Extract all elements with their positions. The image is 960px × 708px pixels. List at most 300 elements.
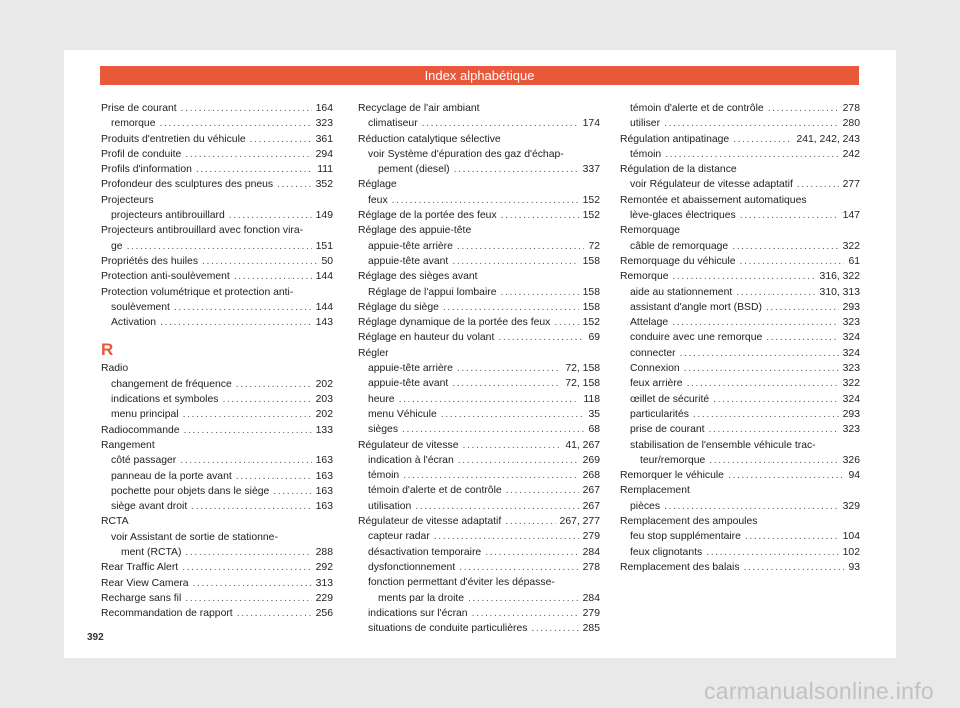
dot-leader	[733, 132, 792, 147]
index-subentry	[358, 239, 600, 254]
index-entry	[101, 101, 333, 116]
page-title: Index alphabétique	[100, 66, 859, 85]
entry-page-number: 102	[842, 546, 860, 558]
entry-page-number: 61	[848, 255, 860, 267]
entry-page-number: 310, 313	[819, 286, 860, 298]
dot-leader	[181, 101, 312, 116]
index-subentry	[620, 147, 860, 162]
index-subentry	[620, 499, 860, 514]
entry-page-number: 280	[842, 118, 860, 130]
entry-text-line: stabilisation de l'ensemble véhicule trac-	[630, 439, 816, 451]
entry-text: heure	[368, 393, 395, 405]
index-entry	[620, 254, 860, 269]
entry-page-number: 163	[315, 485, 333, 497]
index-entry	[358, 132, 600, 147]
index-entry	[101, 606, 333, 621]
entry-text: côté passager	[111, 455, 177, 467]
entry-page-number: 158	[582, 301, 600, 313]
entry-text: feux	[368, 194, 388, 206]
dot-leader	[229, 208, 312, 223]
entry-text: Réduction catalytique sélective	[358, 133, 501, 145]
entry-text: sièges	[368, 424, 399, 436]
index-entry	[101, 254, 333, 269]
entry-text: Rear View Camera	[101, 577, 189, 589]
entry-text: RCTA	[101, 516, 129, 528]
index-entry	[358, 177, 600, 192]
index-entry	[101, 147, 333, 162]
dot-leader	[709, 422, 839, 437]
entry-text: ge	[111, 240, 123, 252]
dot-leader	[501, 285, 579, 300]
index-subentry	[101, 530, 333, 561]
entry-page-number: 149	[315, 210, 333, 222]
entry-page-number: 323	[315, 118, 333, 130]
entry-page-number: 279	[582, 607, 600, 619]
dot-leader	[415, 499, 578, 514]
entry-text: Recyclage de l'air ambiant	[358, 103, 480, 114]
dot-leader	[687, 376, 839, 391]
dot-leader	[236, 469, 312, 484]
entry-page-number: 293	[842, 301, 860, 313]
entry-text: Réglage du siège	[358, 301, 439, 313]
dot-leader	[505, 514, 555, 529]
entry-page-number: 268	[582, 470, 600, 482]
index-entry	[620, 483, 860, 498]
entry-text: Réglage en hauteur du volant	[358, 332, 495, 344]
entry-text-line: voir Assistant de sortie de stationne-	[111, 531, 278, 543]
index-entry	[620, 193, 860, 208]
index-subentry	[620, 529, 860, 544]
entry-text: témoin d'alerte et de contrôle	[368, 485, 502, 497]
entry-page-number: 147	[842, 210, 860, 222]
dot-leader	[672, 315, 839, 330]
dot-leader	[459, 560, 578, 575]
entry-page-number: 202	[315, 409, 333, 421]
entry-text: Réglage des appuie-tête	[358, 225, 472, 237]
entry-text: assistant d'angle mort (BSD)	[630, 301, 762, 313]
dot-leader	[403, 468, 578, 483]
index-subentry	[358, 529, 600, 544]
index-entry	[358, 346, 600, 361]
entry-text: Remplacement	[620, 485, 690, 497]
entry-text: projecteurs antibrouillard	[111, 210, 225, 222]
index-entry	[620, 468, 860, 483]
dot-leader	[554, 315, 578, 330]
index-entry	[620, 269, 860, 284]
entry-text: appuie-tête arrière	[368, 363, 453, 375]
entry-page-number: 152	[582, 317, 600, 329]
dot-leader	[441, 407, 585, 422]
index-column-2	[358, 101, 600, 636]
entry-text: climatiseur	[368, 118, 418, 130]
entry-text: particularités	[630, 408, 689, 420]
entry-text: témoin	[368, 470, 400, 482]
dot-leader	[422, 116, 579, 131]
dot-leader	[250, 132, 312, 147]
dot-leader	[485, 545, 578, 560]
dot-leader	[468, 591, 579, 606]
dot-leader	[744, 560, 845, 575]
dot-leader	[185, 147, 311, 162]
dot-leader	[664, 116, 839, 131]
entry-text: pement (diesel)	[378, 164, 450, 176]
index-subentry	[101, 453, 333, 468]
dot-leader	[680, 346, 839, 361]
entry-text: aide au stationnement	[630, 286, 733, 298]
index-entry	[101, 269, 333, 284]
entry-page-number: 322	[842, 240, 860, 252]
index-subentry	[620, 177, 860, 192]
entry-text: Protection anti-soulèvement	[101, 271, 230, 283]
entry-page-number: 322	[842, 378, 860, 390]
dot-leader	[202, 254, 317, 269]
entry-page-number: 104	[842, 531, 860, 543]
dot-leader	[183, 407, 312, 422]
entry-page-number: 361	[315, 133, 333, 145]
entry-page-number: 294	[315, 148, 333, 160]
entry-text-line: Protection volumétrique et protection anti-	[101, 286, 294, 298]
dot-leader	[434, 529, 579, 544]
entry-text: ments par la droite	[378, 592, 465, 604]
entry-text: Propriétés des huiles	[101, 255, 199, 267]
index-subentry	[101, 392, 333, 407]
entry-page-number: 278	[582, 561, 600, 573]
entry-page-number: 326	[842, 454, 860, 466]
entry-text: Réglage	[358, 179, 397, 191]
entry-text: feux clignotants	[630, 546, 703, 558]
entry-text: menu principal	[111, 409, 179, 421]
dot-leader	[457, 239, 585, 254]
entry-page-number: 277	[842, 179, 860, 191]
entry-text-line: Projecteurs antibrouillard avec fonction vira-	[101, 225, 304, 237]
entry-page-number: 241, 242, 243	[796, 133, 860, 145]
entry-text: feu stop supplémentaire	[630, 531, 741, 543]
index-subentry	[620, 116, 860, 131]
entry-text: Remorquage	[620, 225, 681, 237]
index-subentry	[358, 575, 600, 606]
index-subentry	[620, 285, 860, 300]
entry-page-number: 164	[315, 103, 333, 114]
index-subentry	[358, 285, 600, 300]
entry-page-number: 158	[582, 286, 600, 298]
index-subentry	[620, 315, 860, 330]
index-entry	[358, 330, 600, 345]
index-entry	[101, 591, 333, 606]
dot-leader	[193, 576, 312, 591]
entry-text: indications sur l'écran	[368, 607, 468, 619]
entry-page-number: 69	[588, 332, 600, 344]
dot-leader	[463, 438, 562, 453]
entry-page-number: 242	[842, 148, 860, 160]
entry-page-number: 284	[582, 546, 600, 558]
index-entry	[358, 208, 600, 223]
dot-leader	[222, 392, 311, 407]
index-entry	[358, 300, 600, 315]
dot-leader	[185, 545, 311, 560]
entry-text: pièces	[630, 500, 661, 512]
index-column-3	[620, 101, 860, 575]
index-subentry	[358, 606, 600, 621]
entry-text: Régulation antipatinage	[620, 133, 730, 145]
entry-page-number: 323	[842, 363, 860, 375]
entry-page-number: 323	[842, 424, 860, 436]
entry-text: Profils d'information	[101, 164, 192, 176]
entry-page-number: 35	[588, 408, 600, 420]
index-entry	[101, 423, 333, 438]
dot-leader	[706, 545, 838, 560]
entry-text: prise de courant	[630, 424, 705, 436]
entry-text: Régulation de la distance	[620, 164, 737, 176]
entry-text-line: voir Système d'épuration des gaz d'échap-	[368, 148, 564, 160]
index-subentry	[358, 453, 600, 468]
entry-page-number: 144	[315, 301, 333, 313]
dot-leader	[665, 147, 838, 162]
entry-text: conduire avec une remorque	[630, 332, 763, 344]
entry-text: Remplacement des ampoules	[620, 516, 758, 528]
entry-page-number: 324	[842, 393, 860, 405]
dot-leader	[443, 300, 579, 315]
entry-text: Produits d'entretien du véhicule	[101, 133, 246, 145]
entry-text: Régler	[358, 347, 389, 359]
index-entry	[101, 438, 333, 453]
index-subentry	[101, 315, 333, 330]
entry-page-number: 72, 158	[565, 363, 600, 375]
entry-page-number: 284	[582, 592, 600, 604]
entry-text: Rangement	[101, 439, 155, 451]
entry-page-number: 158	[582, 255, 600, 267]
index-subentry	[620, 239, 860, 254]
dot-leader	[127, 239, 312, 254]
index-subentry	[620, 330, 860, 345]
index-entry	[101, 514, 333, 529]
entry-text: Profondeur des sculptures des pneus	[101, 179, 274, 191]
entry-text: Rear Traffic Alert	[101, 562, 179, 574]
dot-leader	[501, 208, 579, 223]
dot-leader	[452, 254, 578, 269]
entry-text: soulèvement	[111, 301, 170, 313]
dot-leader	[736, 285, 815, 300]
dot-leader	[454, 162, 579, 177]
dot-leader	[180, 453, 311, 468]
index-subentry	[358, 407, 600, 422]
index-entry	[101, 285, 333, 316]
entry-page-number: 118	[583, 393, 600, 405]
index-entry	[358, 223, 600, 238]
entry-text: Régulateur de vitesse adaptatif	[358, 516, 502, 528]
entry-text: Remorque	[620, 271, 669, 283]
dot-leader	[664, 499, 839, 514]
dot-leader	[766, 300, 839, 315]
dot-leader	[531, 621, 578, 636]
entry-page-number: 316, 322	[819, 271, 860, 283]
entry-text: utilisation	[368, 500, 412, 512]
entry-page-number: 93	[848, 561, 860, 573]
index-subentry	[620, 361, 860, 376]
entry-page-number: 143	[315, 317, 333, 329]
entry-text: câble de remorquage	[630, 240, 729, 252]
dot-leader	[740, 254, 845, 269]
entry-text: œillet de sécurité	[630, 393, 710, 405]
page-number: 392	[87, 632, 104, 643]
entry-page-number: 41, 267	[565, 439, 600, 451]
entry-page-number: 285	[582, 623, 600, 635]
entry-page-number: 329	[842, 500, 860, 512]
entry-text: Activation	[111, 317, 157, 329]
entry-page-number: 278	[842, 103, 860, 114]
dot-leader	[236, 377, 312, 392]
entry-text: changement de fréquence	[111, 378, 232, 390]
index-subentry	[620, 392, 860, 407]
entry-page-number: 269	[582, 454, 600, 466]
dot-leader	[277, 177, 312, 192]
entry-text: Profil de conduite	[101, 148, 182, 160]
index-subentry	[358, 545, 600, 560]
entry-text: Remplacement des balais	[620, 561, 740, 573]
dot-leader	[684, 361, 839, 376]
dot-leader	[273, 484, 311, 499]
index-subentry	[101, 116, 333, 131]
entry-text: Réglage de l'appui lombaire	[368, 286, 497, 298]
index-subentry	[620, 545, 860, 560]
index-entry	[620, 162, 860, 177]
index-subentry	[358, 254, 600, 269]
dot-leader	[709, 453, 838, 468]
entry-page-number: 72, 158	[565, 378, 600, 390]
entry-page-number: 352	[315, 179, 333, 191]
entry-page-number: 151	[315, 240, 333, 252]
dot-leader	[498, 330, 584, 345]
index-subentry	[620, 300, 860, 315]
entry-page-number: 111	[317, 164, 333, 176]
entry-text: indications et symboles	[111, 394, 219, 406]
entry-text: Recommandation de rapport	[101, 608, 233, 620]
entry-text: désactivation temporaire	[368, 546, 482, 558]
entry-text: voir Régulateur de vitesse adaptatif	[630, 179, 793, 191]
entry-text: menu Véhicule	[368, 408, 437, 420]
entry-text: appuie-tête arrière	[368, 240, 453, 252]
entry-page-number: 229	[315, 592, 333, 604]
index-subentry	[620, 208, 860, 223]
index-subentry	[358, 468, 600, 483]
entry-text: utiliser	[630, 118, 661, 130]
entry-text: Radio	[101, 363, 129, 375]
index-entry	[358, 101, 600, 116]
index-subentry	[620, 346, 860, 361]
entry-page-number: 174	[582, 118, 600, 130]
entry-text: Réglage de la portée des feux	[358, 210, 497, 222]
dot-leader	[457, 361, 561, 376]
entry-text: Radiocommande	[101, 424, 180, 436]
entry-page-number: 163	[315, 455, 333, 467]
entry-page-number: 72	[588, 240, 600, 252]
dot-leader	[452, 376, 561, 391]
dot-leader	[182, 560, 311, 575]
index-subentry	[101, 407, 333, 422]
entry-page-number: 256	[315, 608, 333, 620]
index-subentry	[101, 499, 333, 514]
index-subentry	[358, 376, 600, 391]
entry-text-line: fonction permettant d'éviter les dépasse-	[368, 577, 555, 589]
index-subentry	[358, 560, 600, 575]
dot-leader	[797, 177, 839, 192]
entry-page-number: 337	[582, 164, 600, 176]
entry-page-number: 202	[315, 378, 333, 390]
entry-text: Régulateur de vitesse	[358, 439, 459, 451]
entry-page-number: 68	[588, 424, 600, 436]
entry-page-number: 50	[321, 255, 333, 267]
entry-page-number: 288	[315, 547, 333, 559]
entry-text: panneau de la porte avant	[111, 470, 232, 482]
dot-leader	[766, 330, 838, 345]
index-subentry	[358, 392, 600, 407]
index-subentry	[620, 438, 860, 469]
index-entry	[358, 269, 600, 284]
entry-text: Projecteurs	[101, 194, 154, 206]
dot-leader	[472, 606, 579, 621]
index-subentry	[101, 469, 333, 484]
entry-page-number: 163	[315, 501, 333, 513]
entry-text: Prise de courant	[101, 103, 177, 114]
entry-page-number: 293	[842, 408, 860, 420]
dot-leader	[185, 591, 311, 606]
entry-text: teur/remorque	[640, 454, 706, 466]
entry-page-number: 267	[582, 485, 600, 497]
index-subentry	[620, 422, 860, 437]
dot-leader	[160, 315, 312, 330]
dot-leader	[237, 606, 312, 621]
entry-text: Réglage dynamique de la portée des feux	[358, 317, 551, 329]
dot-leader	[728, 468, 844, 483]
index-subentry	[620, 376, 860, 391]
entry-page-number: 163	[315, 470, 333, 482]
dot-leader	[184, 423, 312, 438]
entry-page-number: 313	[315, 577, 333, 589]
index-entry	[620, 514, 860, 529]
index-entry	[358, 514, 600, 529]
dot-leader	[234, 269, 312, 284]
entry-text: Connexion	[630, 363, 680, 375]
entry-text: Remontée et abaissement automatiques	[620, 194, 807, 206]
index-subentry	[101, 208, 333, 223]
entry-page-number: 203	[315, 394, 333, 406]
dot-leader	[693, 407, 839, 422]
dot-leader	[392, 193, 579, 208]
entry-text: feux arrière	[630, 378, 683, 390]
index-entry	[101, 162, 333, 177]
dot-leader	[745, 529, 839, 544]
entry-text: Remorquer le véhicule	[620, 470, 724, 482]
entry-text: Remorquage du véhicule	[620, 255, 736, 267]
index-entry	[101, 223, 333, 254]
index-subentry	[620, 101, 860, 116]
entry-page-number: 292	[315, 562, 333, 574]
entry-text: lève-glaces électriques	[630, 210, 736, 222]
dot-leader	[399, 392, 580, 407]
dot-leader	[768, 101, 839, 116]
index-entry	[101, 361, 333, 376]
index-subentry	[101, 377, 333, 392]
entry-text: Réglage des sièges avant	[358, 271, 478, 283]
entry-text: appuie-tête avant	[368, 378, 449, 390]
entry-page-number: 152	[582, 194, 600, 206]
index-subentry	[358, 621, 600, 636]
index-subentry	[358, 147, 600, 178]
entry-text: appuie-tête avant	[368, 255, 449, 267]
entry-page-number: 267	[582, 500, 600, 512]
index-entry	[620, 132, 860, 147]
watermark: carmanualsonline.info	[703, 678, 934, 704]
entry-page-number: 279	[582, 531, 600, 543]
